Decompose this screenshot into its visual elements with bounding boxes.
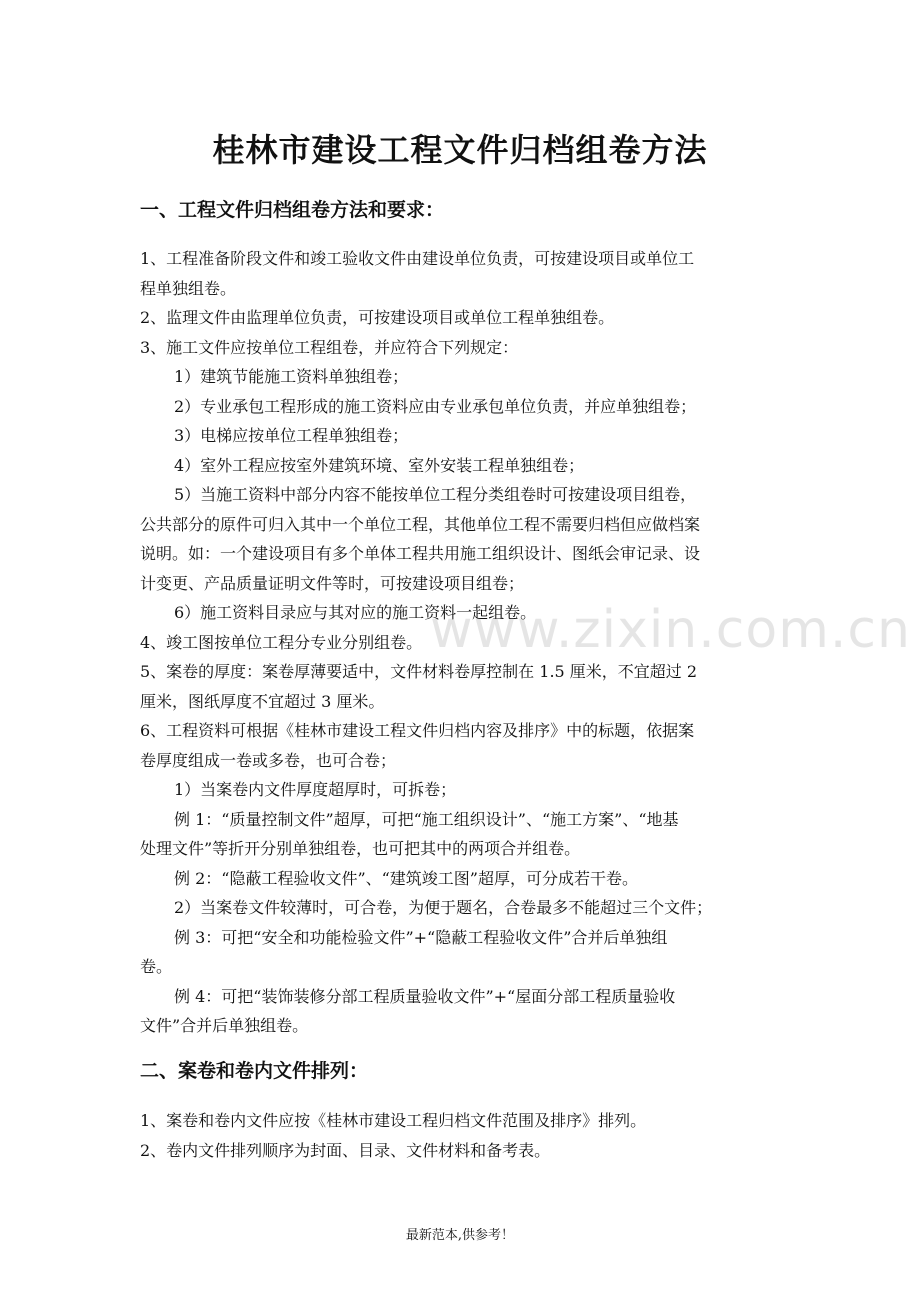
- paragraph-line: 1）当案卷内文件厚度超厚时，可拆卷；: [174, 780, 457, 799]
- paragraph-line: 1、工程准备阶段文件和竣工验收文件由建设单位负责，可按建设项目或单位工: [140, 249, 695, 268]
- paragraph-line: 例 4：可把“装饰装修分部工程质量验收文件”+“屋面分部工程质量验收: [174, 986, 676, 1006]
- document-title: 桂林市建设工程文件归档组卷方法: [212, 131, 708, 169]
- paragraph-line: 公共部分的原件可归入其中一个单位工程，其他单位工程不需要归档但应做档案: [140, 514, 701, 534]
- paragraph-line: 例 1：“质量控制文件”超厚，可把“施工组织设计”、“施工方案”、“地基: [174, 809, 679, 829]
- paragraph-line: 计变更、产品质量证明文件等时，可按建设项目组卷；: [140, 573, 525, 593]
- paragraph-line: 5、案卷的厚度：案卷厚薄要适中，文件材料卷厚控制在 1.5 厘米，不宜超过 2: [140, 662, 698, 681]
- paragraph-line: 6）施工资料目录应与其对应的施工资料一起组卷。: [174, 603, 537, 622]
- section-2-body: [140, 1106, 782, 1166]
- paragraph-line: 卷厚度组成一卷或多卷，也可合卷；: [140, 750, 397, 770]
- paragraph-line: 文件”合并后单独组卷。: [140, 1016, 309, 1035]
- paragraph-line: 处理文件”等折开分别单独组卷，也可把其中的两项合并组卷。: [140, 839, 581, 858]
- paragraph-line: 3）电梯应按单位工程单独组卷；: [174, 426, 409, 445]
- paragraph-line: 厘米，图纸厚度不宜超过 3 厘米。: [140, 691, 385, 711]
- paragraph-line: 例 3：可把“安全和功能检验文件”+“隐蔽工程验收文件”合并后单独组: [174, 927, 668, 947]
- paragraph-line: 卷。: [140, 957, 173, 976]
- paragraph-line: 例 2：“隐蔽工程验收文件”、“建筑竣工图”超厚，可分成若干卷。: [174, 868, 638, 888]
- paragraph-line: 2）专业承包工程形成的施工资料应由专业承包单位负责，并应单独组卷；: [174, 396, 697, 416]
- paragraph-line: 1、案卷和卷内文件应按《桂林市建设工程归档文件范围及排序》排列。: [140, 1111, 647, 1130]
- paragraph-line: 4、竣工图按单位工程分专业分别组卷。: [140, 632, 423, 652]
- paragraph-line: 2）当案卷文件较薄时，可合卷，为便于题名，合卷最多不能超过三个文件；: [174, 898, 713, 917]
- watermark: www.zixin.com.cn: [430, 600, 911, 660]
- section-1-heading: 一、工程文件归档组卷方法和要求：: [140, 199, 445, 221]
- paragraph-line: 2、卷内文件排列顺序为封面、目录、文件材料和备考表。: [140, 1141, 551, 1160]
- paragraph-line: 5）当施工资料中部分内容不能按单位工程分类组卷时可按建设项目组卷，: [174, 485, 697, 504]
- paragraph-line: 1）建筑节能施工资料单独组卷；: [174, 367, 409, 386]
- paragraph-line: 2、监理文件由监理单位负责，可按建设项目或单位工程单独组卷。: [140, 308, 615, 327]
- page-footer: 最新范本,供参考！: [405, 1228, 515, 1243]
- paragraph-line: 6、工程资料可根据《桂林市建设工程文件归档内容及排序》中的标题，依据案: [140, 721, 695, 740]
- paragraph-line: 4）室外工程应按室外建筑环境、室外安装工程单独组卷；: [174, 455, 585, 475]
- paragraph-line: 3、施工文件应按单位工程组卷，并应符合下列规定：: [140, 337, 519, 357]
- paragraph-line: 程单独组卷。: [140, 278, 237, 298]
- section-2-heading: 二、案卷和卷内文件排列：: [140, 1060, 369, 1082]
- paragraph-line: 说明。如：一个建设项目有多个单体工程共用施工组织设计、图纸会审记录、设: [140, 544, 701, 563]
